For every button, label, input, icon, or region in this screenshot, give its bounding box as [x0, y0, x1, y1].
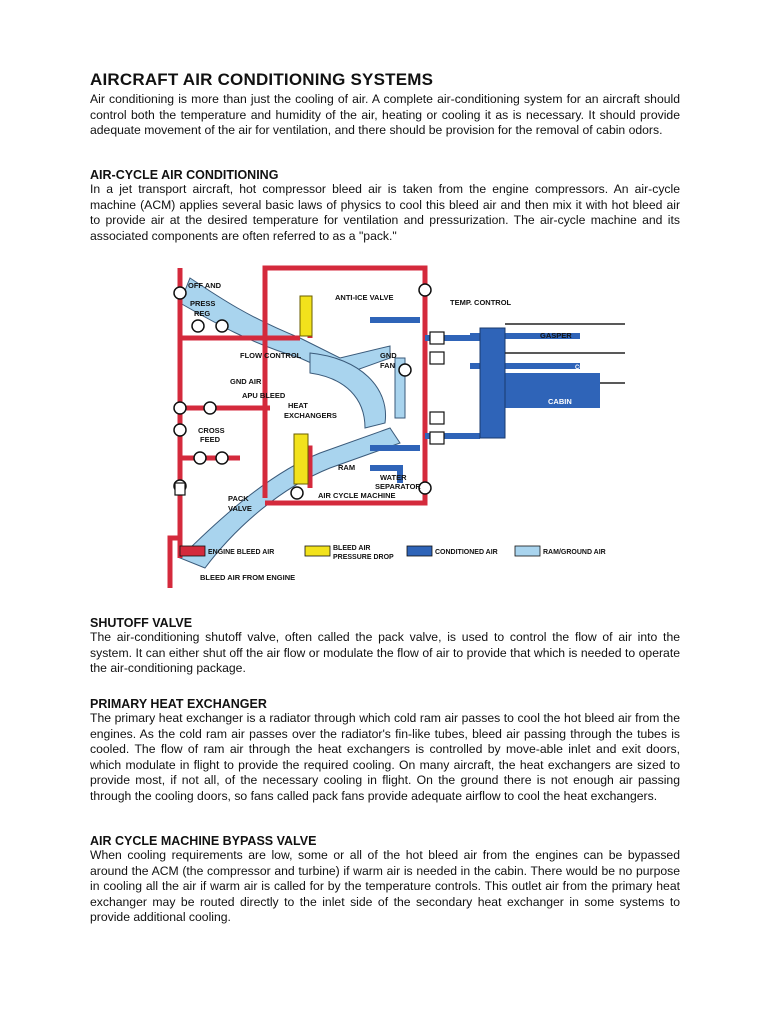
section-shutoff-valve — [90, 616, 680, 677]
label-cabin: CABIN — [548, 397, 572, 406]
label-heat: HEAT — [288, 401, 308, 410]
section-acm-bypass-valve — [90, 834, 680, 926]
air-conditioning-diagram — [160, 258, 630, 588]
document-title: AIRCRAFT AIR CONDITIONING SYSTEMS — [90, 70, 434, 89]
label-valve: VALVE — [228, 504, 252, 513]
section-body: In a jet transport aircraft, hot compressor bleed air is taken from the engine compressors. An air-cycle machine (ACM) applies several basic laws of physics to cool this bleed air and then mix it with hot bleed air to provide air at the desired temperature for ventilation and pressurization. The air-cycle machine and its associated components are often referred to as a "pack." — [90, 182, 680, 243]
label-cross: CROSS — [198, 426, 225, 435]
label-reg: REG — [194, 309, 211, 318]
label-fan: FAN — [380, 361, 395, 370]
label-gnd: GND — [380, 351, 397, 360]
valve-icon — [174, 287, 186, 299]
label-cockpit: COCKPIT — [575, 365, 602, 371]
label-air-cycle-machine: AIR CYCLE MACHINE — [318, 491, 396, 500]
section-heading: PRIMARY HEAT EXCHANGER — [90, 697, 267, 711]
valve-icon — [216, 320, 228, 332]
section-heading: SHUTOFF VALVE — [90, 616, 193, 630]
legend-swatch-conditioned — [407, 546, 432, 556]
valve-icon — [192, 320, 204, 332]
check-valve-icon — [430, 332, 444, 344]
section-body: The air-conditioning shutoff valve, often called the pack valve, is used to control the flow of air into the system. It can either shut off the air flow or modulate the flow of air to provide that which is needed to operate the air-conditioning package. — [90, 630, 680, 675]
label-exchangers: EXCHANGERS — [284, 411, 337, 420]
intro-paragraph: Air conditioning is more than just the cooling of air. A complete air-conditioning system for an aircraft should control both the temperature and humidity of the air, heating or cooling it as is necessary. It should provide adequate movement of the air for ventilation, and there should be provision for the removal of cabin odors. — [90, 92, 680, 137]
valve-icon — [419, 284, 431, 296]
label-temp-control: TEMP. CONTROL — [450, 298, 512, 307]
section-heading: AIR CYCLE MACHINE BYPASS VALVE — [90, 834, 317, 848]
label-apu-bleed: APU BLEED — [242, 391, 286, 400]
label-bleed-air-from-engine: BLEED AIR FROM ENGINE — [200, 573, 296, 582]
mix-manifold — [480, 328, 505, 438]
legend-label-ram-ground: RAM/GROUND AIR — [543, 549, 606, 556]
label-water: WATER — [380, 473, 407, 482]
section-body: The primary heat exchanger is a radiator through which cold ram air passes to cool the hot bleed air from the engines. As the cold ram air passes over the radiator's fin-like tubes, bleed air passing through the tubes is cooled. The flow of ram air through the heat exchangers is controlled by move-able inlet and exit doors, which modulate in flight to provide the required cooling. On many aircraft, the heat exchangers are sized to provide most, if not all, of the necessary cooling in flight. On the ground there is not enough air passing through the cooling doors, so fans called pack fans provide adequate airflow to cool the heat exchangers. — [90, 711, 680, 803]
valve-icon — [399, 364, 411, 376]
valve-icon — [174, 402, 186, 414]
section-air-cycle — [90, 168, 680, 244]
intro-block — [90, 70, 680, 139]
valve-icon — [204, 402, 216, 414]
check-valve-icon — [430, 432, 444, 444]
label-flow-control: FLOW CONTROL — [240, 351, 302, 360]
legend-swatch-pressure-drop — [305, 546, 330, 556]
valve-icon — [194, 452, 206, 464]
label-ram: RAM — [338, 463, 356, 472]
label-gasper: GASPER — [540, 331, 572, 340]
label-off-and: OFF AND — [188, 281, 222, 290]
label-feed: FEED — [200, 435, 221, 444]
legend-swatch-engine-bleed — [180, 546, 205, 556]
label-pack: PACK — [228, 494, 249, 503]
label-gnd-air: GND AIR — [230, 377, 262, 386]
legend-label-engine-bleed: ENGINE BLEED AIR — [208, 549, 275, 556]
check-valve-icon — [430, 352, 444, 364]
legend-swatch-ram-ground — [515, 546, 540, 556]
section-body: When cooling requirements are low, some or all of the hot bleed air from the engines can be bypassed around the ACM (the compressor and turbine) if warm air is needed in the cabin. There would be no purpose in cooling all the air if warm air is called for by the temperature controls. This outlet air from the primary heat exchanger may be routed directly to the inlet side of the secondary heat exchanger in some systems to provide additional cooling. — [90, 848, 680, 924]
valve-icon — [216, 452, 228, 464]
legend — [180, 545, 606, 561]
section-heading: AIR-CYCLE AIR CONDITIONING — [90, 168, 279, 182]
section-primary-heat-exchanger — [90, 697, 680, 804]
legend-label-pressure-drop: PRESSURE DROP — [333, 554, 394, 561]
valve-icon — [291, 487, 303, 499]
legend-label-conditioned: CONDITIONED AIR — [435, 549, 498, 556]
legend-label-bleed-air: BLEED AIR — [333, 545, 371, 552]
label-separator: SEPARATOR — [375, 482, 421, 491]
check-valve-icon — [175, 483, 185, 495]
label-anti-ice-valve: ANTI-ICE VALVE — [335, 293, 394, 302]
label-press: PRESS — [190, 299, 216, 308]
valve-icon — [174, 424, 186, 436]
check-valve-icon — [430, 412, 444, 424]
